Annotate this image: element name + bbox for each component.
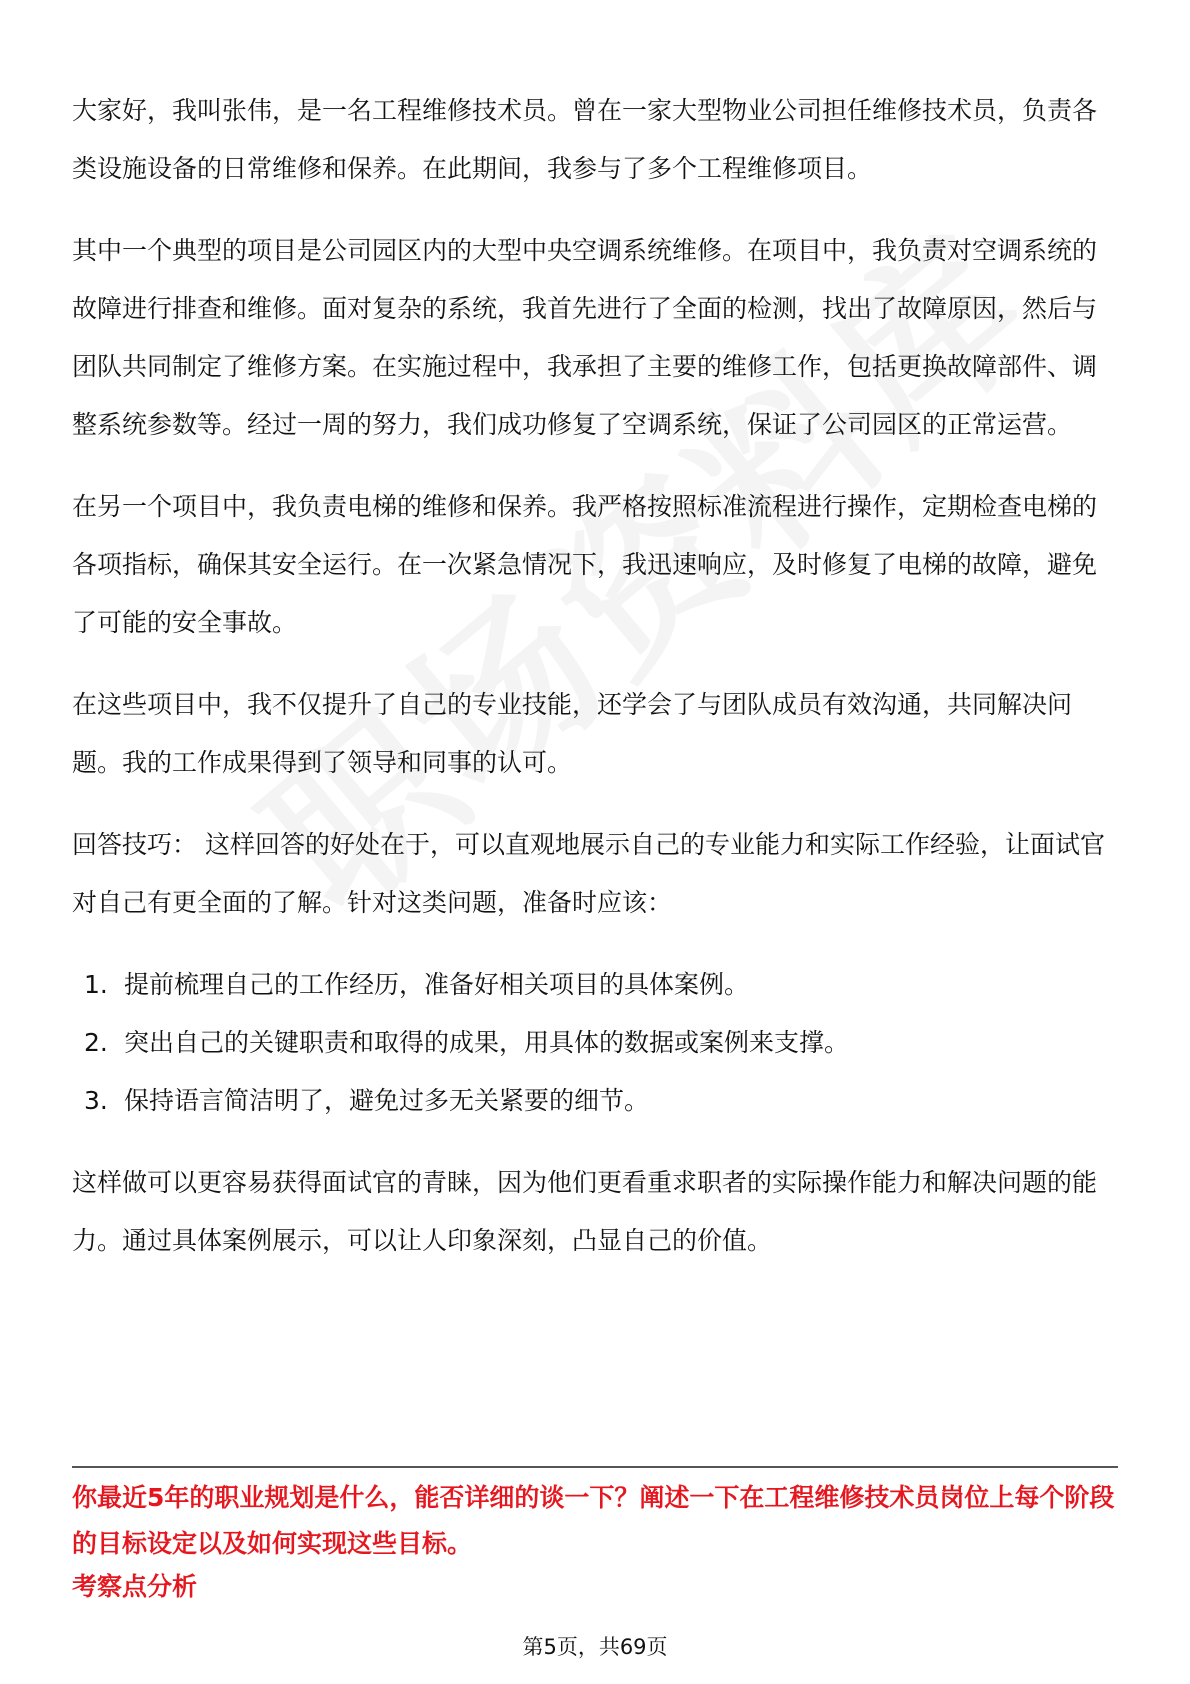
list-number: 3. [84,1086,108,1115]
paragraph-answer-tips: 回答技巧： 这样回答的好处在于，可以直观地展示自己的专业能力和实际工作经验，让面试官对自己有更全面的了解。针对这类问题，准备时应该： [72,830,1105,917]
list-text: 保持语言简洁明了，避免过多无关紧要的细节。 [124,1086,650,1115]
paragraph-closing: 这样做可以更容易获得面试官的青睐，因为他们更看重求职者的实际操作能力和解决问题的能力。通过具体案例展示，可以让人印象深刻，凸显自己的价值。 [72,1168,1098,1255]
paragraph-elevator-project: 在另一个项目中，我负责电梯的维修和保养。我严格按照标准流程进行操作，定期检查电梯的各项指标，确保其安全运行。在一次紧急情况下，我迅速响应，及时修复了电梯的故障，避免了可能的安全事故。 [72,492,1098,637]
list-number: 1. [84,970,108,999]
list-item [84,1072,1118,1130]
list-item [84,956,1118,1014]
page-number: 第5页，共69页 [522,1635,668,1659]
list-text: 提前梳理自己的工作经历，准备好相关项目的具体案例。 [124,970,750,999]
tips-list [72,956,1118,1130]
paragraph-intro: 大家好，我叫张伟，是一名工程维修技术员。曾在一家大型物业公司担任维修技术员，负责各类设施设备的日常维修和保养。在此期间，我参与了多个工程维修项目。 [72,96,1098,183]
paragraph-hvac-project: 其中一个典型的项目是公司园区内的大型中央空调系统维修。在项目中，我负责对空调系统的故障进行排查和维修。面对复杂的系统，我首先进行了全面的检测，找出了故障原因，然后与团队共同制定了维修方案。在实施过程中，我承担了主要的维修工作，包括更换故障部件、调整系统参数等。经过一周的努力，我们成功修复了空调系统，保证了公司园区的正常运营。 [72,236,1098,439]
paragraph-summary: 在这些项目中，我不仅提升了自己的专业技能，还学会了与团队成员有效沟通，共同解决问题。我的工作成果得到了领导和同事的认可。 [72,690,1073,777]
section-divider [72,1466,1118,1468]
list-number: 2. [84,1028,108,1057]
list-item [84,1014,1118,1072]
section-heading: 考察点分析 [72,1572,198,1601]
list-text: 突出自己的关键职责和取得的成果，用具体的数据或案例来支撑。 [124,1028,850,1057]
answer-body [72,82,1118,1294]
question-heading: 你最近5年的职业规划是什么，能否详细的谈一下？阐述一下在工程维修技术员岗位上每个阶段的目标设定以及如何实现这些目标。 [72,1483,1115,1558]
